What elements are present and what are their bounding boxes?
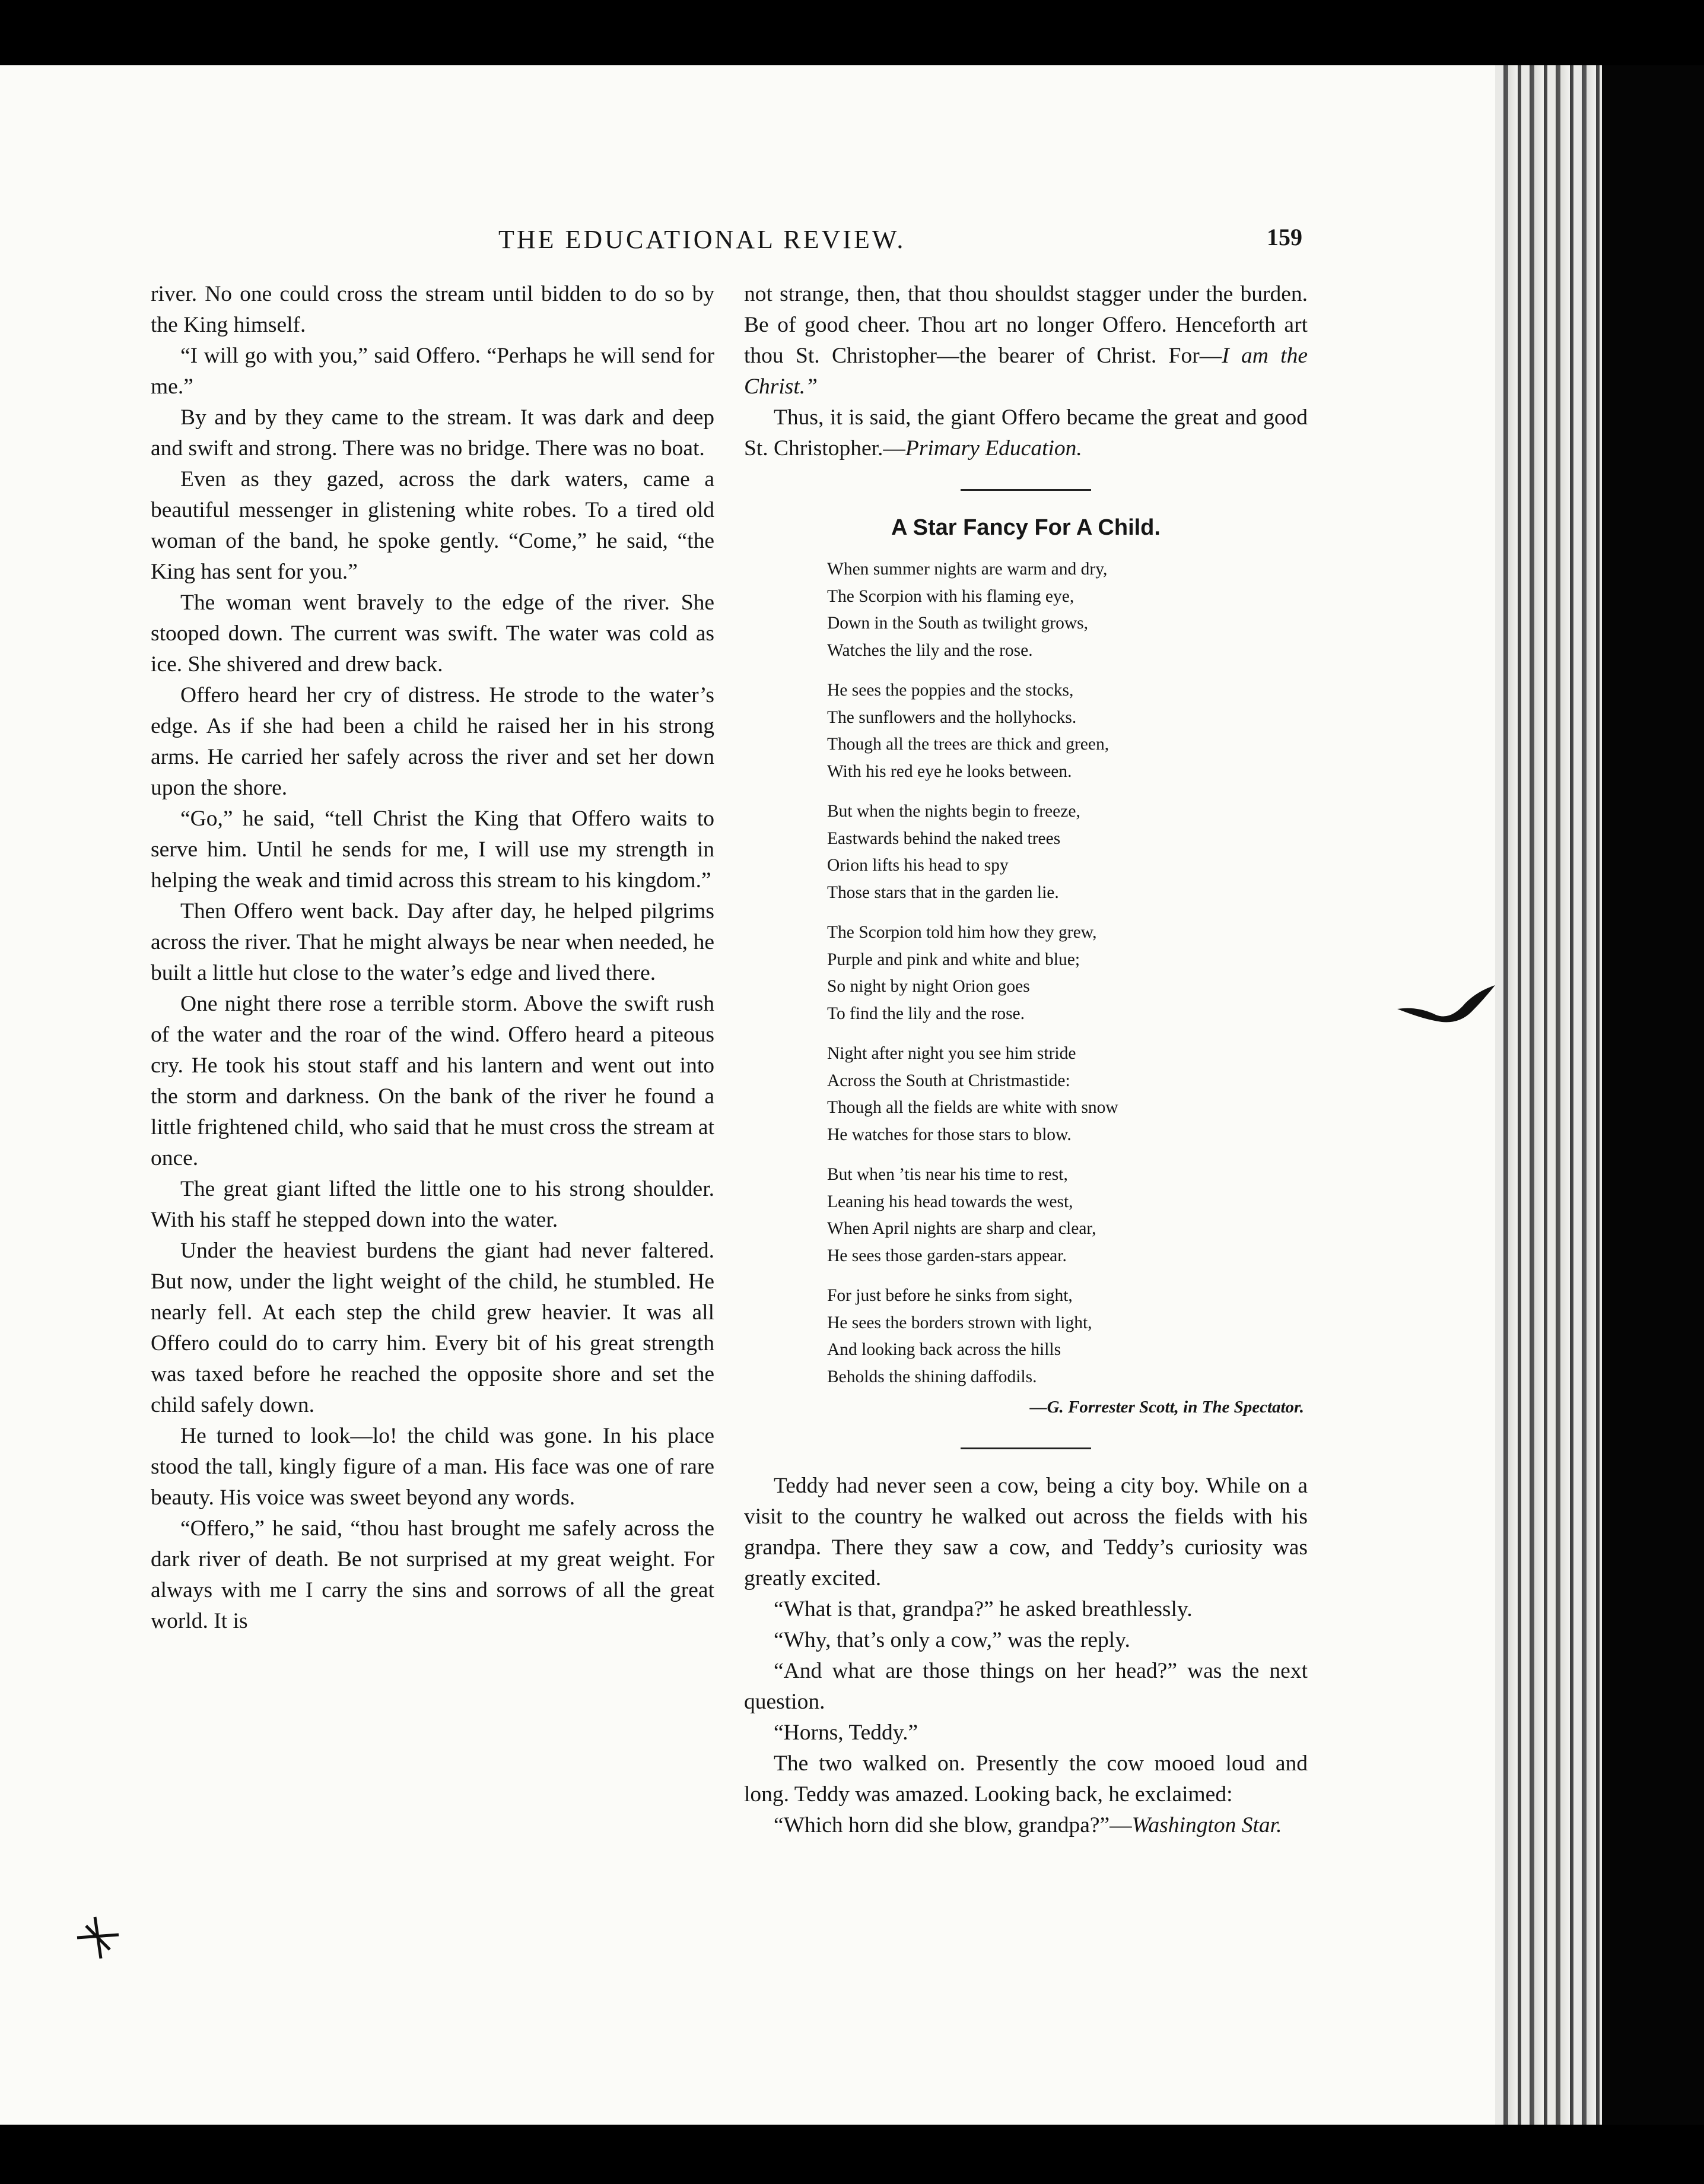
page-header [0,224,1495,260]
paragraph: “Offero,” he said, “thou hast brought me safely across the dark river of death. Be not surprised at my great weight. For always with me I carry the sins and sorrows of all the great world. It is [151,1516,714,1633]
story-closing [744,402,1308,464]
anecdote-paragraph: “What is that, grandpa?” he asked breathlessly. [774,1597,1193,1621]
paragraph: river. No one could cross the stream until bidden to do so by the King himself. [151,282,714,337]
poem-stanza [827,677,1308,785]
anecdote-source: Washington Star. [1131,1813,1282,1837]
paragraph: “I will go with you,” said Offero. “Perhaps he will send for me.” [151,344,714,399]
poem-line: When summer nights are warm and dry, [827,560,1108,579]
story-continuation [744,279,1308,402]
poem-line: Purple and pink and white and blue; [827,950,1080,969]
anecdote-final-text: “Which horn did she blow, grandpa?”— [774,1813,1132,1837]
poem-line: Eastwards behind the naked trees [827,828,1061,848]
poem-line: He sees the borders strown with light, [827,1313,1092,1332]
paragraph: The great giant lifted the little one to his strong shoulder. With his staff he stepped down into the water. [151,1177,714,1232]
closing-text: Thus, it is said, the giant Offero became the great and good St. Christopher.— [744,405,1308,461]
paragraph: “Go,” he said, “tell Christ the King that Offero waits to serve him. Until he sends for me, I will use my strength in helping the weak and timid across this stream to his kingdom.” [151,807,714,893]
poem-line: Orion lifts his head to spy [827,856,1009,875]
right-column [744,279,1308,1841]
poem [827,556,1308,1391]
poem-stanza [827,919,1308,1027]
anecdote-paragraph [744,1810,1308,1841]
poem-line: And looking back across the hills [827,1340,1061,1359]
anecdote-paragraph: Teddy had never seen a cow, being a city boy. While on a visit to the country he walked out across the fields with his grandpa. There they saw a cow, and Teddy’s curiosity was greatly excited. [744,1474,1308,1591]
anecdote-paragraph: The two walked on. Presently the cow mooed loud and long. Teddy was amazed. Looking back, he exclaimed: [744,1751,1308,1807]
left-column [151,279,714,1637]
running-head: THE EDUCATIONAL REVIEW. [498,225,906,254]
poem-line: So night by night Orion goes [827,977,1030,996]
poem-line: Night after night you see him stride [827,1044,1076,1063]
anecdote-paragraph: “Horns, Teddy.” [774,1720,918,1745]
paragraph: He turned to look—lo! the child was gone. In his place stood the tall, kingly figure of a man. His face was one of rare beauty. His voice was sweet beyond any words. [151,1424,714,1510]
poem-line: The Scorpion with his flaming eye, [827,586,1074,606]
anecdote-paragraph: “Why, that’s only a cow,” was the reply. [774,1628,1130,1652]
poem-line: Though all the fields are white with snow [827,1098,1118,1117]
paragraph: Under the heaviest burdens the giant had never faltered. But now, under the light weight of the child, he stumbled. He nearly fell. At each step the child grew heavier. It was all Offero could do to carry him. Every bit of his great strength was taxed before he reached the opposite shore and set the child safely down. [151,1239,714,1417]
poem-line: Though all the trees are thick and green, [827,735,1109,754]
scan-border [1602,65,1704,2125]
paragraph: By and by they came to the stream. It was dark and deep and swift and strong. There was no bridge. There was no boat. [151,405,714,461]
poem-stanza [827,1040,1308,1148]
paragraph: Even as they gazed, across the dark waters, came a beautiful messenger in glistening white robes. To a tired old woman of the band, he spoke gently. “Come,” he said, “the King has sent for you.” [151,467,714,584]
poem-line: He sees the poppies and the stocks, [827,681,1074,700]
closing-source: Primary Education. [905,436,1082,461]
paragraph: Then Offero went back. Day after day, he helped pilgrims across the river. That he might always be near when needed, he built a little hut close to the water’s edge and lived there. [151,899,714,985]
anecdote-paragraph: “And what are those things on her head?” was the next question. [744,1659,1308,1714]
poem-line: Down in the South as twilight grows, [827,614,1089,633]
poem-line: With his red eye he looks between. [827,761,1072,781]
poem-title: A Star Fancy For A Child. [891,515,1161,540]
paragraph: One night there rose a terrible storm. Above the swift rush of the water and the roar of the wind. Offero heard a piteous cry. He took his stout staff and his lantern and went out into the storm and darkness. On the bank of the river he found a little frightened child, who said that he must cross the stream at once. [151,992,714,1170]
page-number: 159 [1267,224,1302,250]
poem-stanza [827,556,1308,664]
poem-line: When April nights are sharp and clear, [827,1219,1096,1238]
section-divider [961,489,1091,491]
poem-line: But when the nights begin to freeze, [827,802,1080,821]
page-stack-edge [1495,65,1602,2125]
paragraph: Offero heard her cry of distress. He strode to the water’s edge. As if she had been a child he raised her in his strong arms. He carried her safely across the river and set her down upon the shore. [151,683,714,800]
continuation-italic: I am the Christ.” [744,344,1308,399]
poem-line: The sunflowers and the hollyhocks. [827,707,1077,727]
ink-blot-mark [1394,973,1501,1045]
poem-credit: —G. Forrester Scott, in The Spectator. [1029,1398,1304,1417]
ink-mark [71,1911,125,1964]
poem-line: To find the lily and the rose. [827,1004,1025,1023]
continuation-text: not strange, then, that thou shouldst stagger under the burden. Be of good cheer. Thou art no longer Offero. Henceforth art thou St. Christopher—the bearer of Christ. For— [744,282,1308,368]
paragraph: The woman went bravely to the edge of the river. She stooped down. The current was swift. The water was cold as ice. She shivered and drew back. [151,591,714,677]
poem-line: He watches for those stars to blow. [827,1125,1072,1144]
poem-line: The Scorpion told him how they grew, [827,923,1097,942]
poem-line: Watches the lily and the rose. [827,640,1033,660]
poem-line: For just before he sinks from sight, [827,1286,1073,1305]
poem-line: Leaning his head towards the west, [827,1192,1073,1211]
poem-line: But when ’tis near his time to rest, [827,1165,1068,1184]
poem-line: He sees those garden-stars appear. [827,1246,1067,1265]
poem-line: Beholds the shining daffodils. [827,1367,1037,1386]
section-divider [961,1447,1091,1449]
poem-line: Those stars that in the garden lie. [827,883,1059,902]
poem-line: Across the South at Christmastide: [827,1071,1070,1090]
poem-stanza [827,798,1308,906]
poem-stanza [827,1161,1308,1269]
poem-stanza [827,1283,1308,1391]
